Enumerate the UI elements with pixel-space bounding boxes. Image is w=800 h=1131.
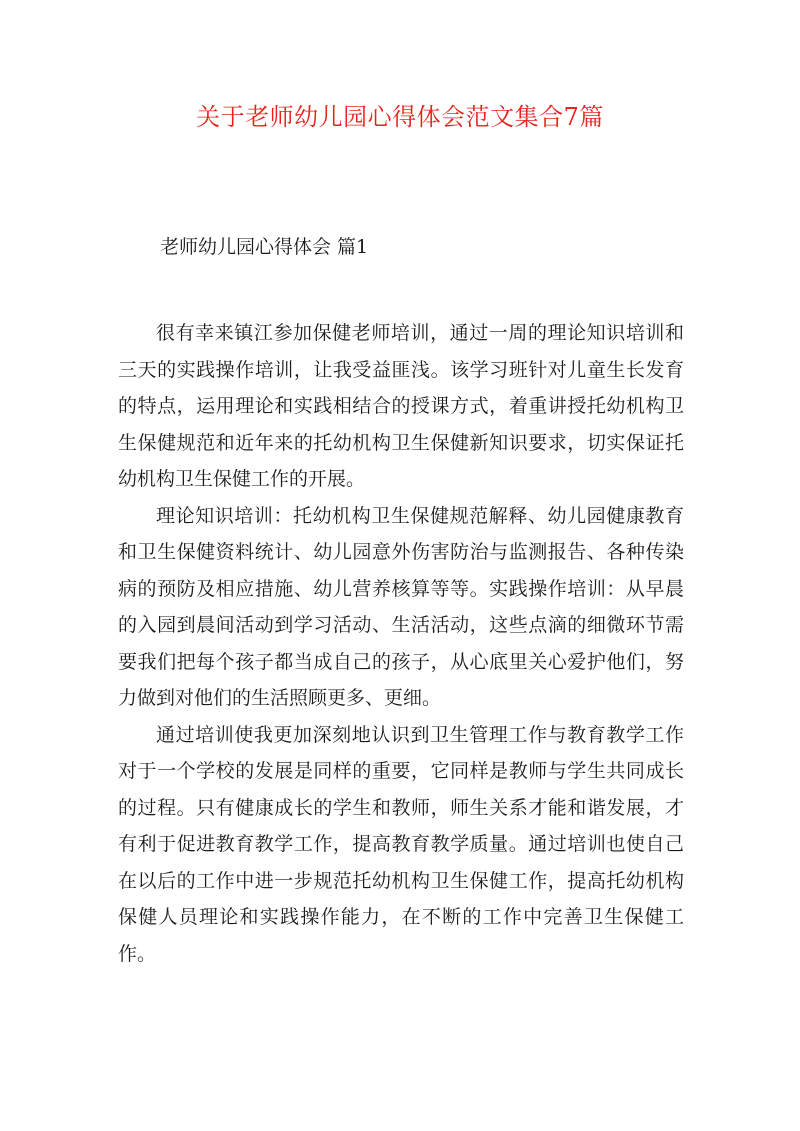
section-heading: 老师幼儿园心得体会 篇1 bbox=[160, 236, 369, 258]
paragraph-1: 很有幸来镇江参加保健老师培训，通过一周的理论知识培训和三天的实践操作培训，让我受益匪浅。该学习班针对儿童生长发育的特点，运用理论和实践相结合的授课方式，着重讲授托幼机构卫生保健规范和近年来的托幼机构卫生保健新知识要求，切实保证托幼机构卫生保健工作的开展。 bbox=[118, 322, 684, 490]
document-title: 关于老师幼儿园心得体会范文集合7篇 bbox=[196, 103, 604, 131]
paragraph-2: 理论知识培训：托幼机构卫生保健规范解释、幼儿园健康教育和卫生保健资料统计、幼儿园意外伤害防治与监测报告、各种传染病的预防及相应措施、幼儿营养核算等等。实践操作培训：从早晨的入园到晨间活动到学习活动、生活活动，这些点滴的细微环节需要我们把每个孩子都当成自己的孩子，从心底里关心爱护他们，努力做到对他们的生活照顾更多、更细。 bbox=[118, 504, 684, 709]
document-body bbox=[118, 315, 684, 972]
paragraph-3: 通过培训使我更加深刻地认识到卫生管理工作与教育教学工作对于一个学校的发展是同样的重要，它同样是教师与学生共同成长的过程。只有健康成长的学生和教师，师生关系才能和谐发展，才有利于促进教育教学工作，提高教育教学质量。通过培训也使自己在以后的工作中进一步规范托幼机构卫生保健工作，提高托幼机构保健人员理论和实践操作能力，在不断的工作中完善卫生保健工作。 bbox=[118, 723, 684, 965]
